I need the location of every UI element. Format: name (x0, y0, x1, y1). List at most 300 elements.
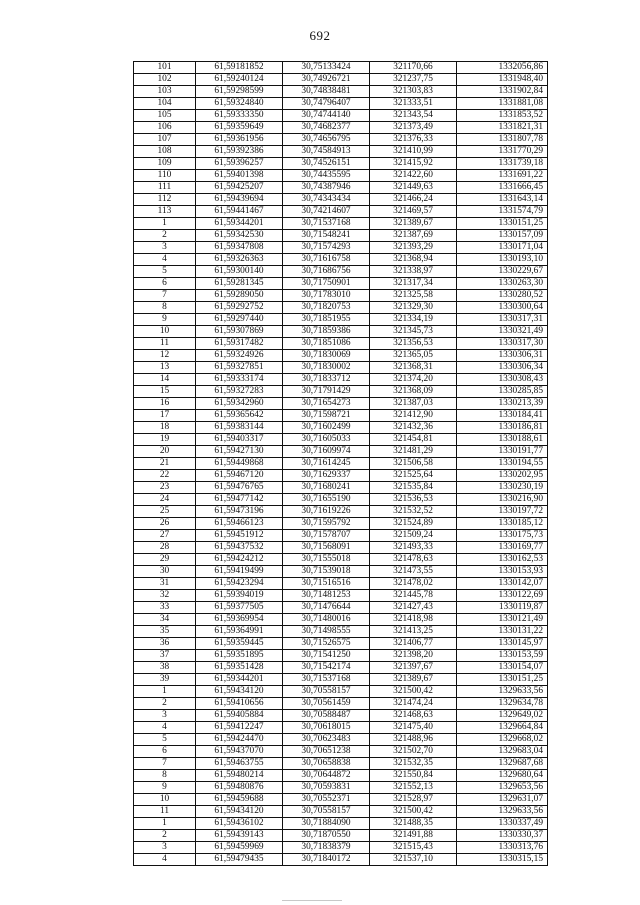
x-coordinate-cell: 321445,78 (370, 590, 457, 602)
y-coordinate-cell: 1331902,84 (457, 86, 548, 98)
longitude-cell: 30,70658838 (283, 758, 370, 770)
longitude-cell: 30,71654273 (283, 398, 370, 410)
longitude-cell: 30,71686756 (283, 266, 370, 278)
point-number-cell: 3 (134, 710, 196, 722)
x-coordinate-cell: 321478,63 (370, 554, 457, 566)
y-coordinate-cell: 1329633,56 (457, 806, 548, 818)
x-coordinate-cell: 321524,89 (370, 518, 457, 530)
latitude-cell: 61,59324926 (196, 350, 283, 362)
y-coordinate-cell: 1330119,87 (457, 602, 548, 614)
point-number-cell: 35 (134, 626, 196, 638)
point-number-cell: 29 (134, 554, 196, 566)
y-coordinate-cell: 1331821,31 (457, 122, 548, 134)
point-number-cell: 15 (134, 386, 196, 398)
y-coordinate-cell: 1330300,64 (457, 302, 548, 314)
coordinates-table (133, 61, 548, 866)
y-coordinate-cell: 1330280,52 (457, 290, 548, 302)
table-row (134, 386, 548, 398)
y-coordinate-cell: 1331807,78 (457, 134, 548, 146)
x-coordinate-cell: 321488,96 (370, 734, 457, 746)
longitude-cell: 30,70552371 (283, 794, 370, 806)
y-coordinate-cell: 1330263,30 (457, 278, 548, 290)
y-coordinate-cell: 1330317,30 (457, 338, 548, 350)
longitude-cell: 30,71830069 (283, 350, 370, 362)
x-coordinate-cell: 321528,97 (370, 794, 457, 806)
point-number-cell: 11 (134, 338, 196, 350)
y-coordinate-cell: 1330308,43 (457, 374, 548, 386)
x-coordinate-cell: 321454,81 (370, 434, 457, 446)
table-row (134, 326, 548, 338)
point-number-cell: 32 (134, 590, 196, 602)
latitude-cell: 61,59425207 (196, 182, 283, 194)
table-row (134, 338, 548, 350)
latitude-cell: 61,59351895 (196, 650, 283, 662)
latitude-cell: 61,59466123 (196, 518, 283, 530)
point-number-cell: 23 (134, 482, 196, 494)
y-coordinate-cell: 1330229,67 (457, 266, 548, 278)
latitude-cell: 61,59394019 (196, 590, 283, 602)
x-coordinate-cell: 321427,43 (370, 602, 457, 614)
longitude-cell: 30,71783010 (283, 290, 370, 302)
latitude-cell: 61,59434120 (196, 686, 283, 698)
point-number-cell: 108 (134, 146, 196, 158)
y-coordinate-cell: 1331881,08 (457, 98, 548, 110)
x-coordinate-cell: 321481,29 (370, 446, 457, 458)
table-row (134, 566, 548, 578)
longitude-cell: 30,71619226 (283, 506, 370, 518)
y-coordinate-cell: 1330171,04 (457, 242, 548, 254)
latitude-cell: 61,59427130 (196, 446, 283, 458)
table-row (134, 506, 548, 518)
x-coordinate-cell: 321376,33 (370, 134, 457, 146)
latitude-cell: 61,59369954 (196, 614, 283, 626)
y-coordinate-cell: 1330184,41 (457, 410, 548, 422)
longitude-cell: 30,71884090 (283, 818, 370, 830)
latitude-cell: 61,59476765 (196, 482, 283, 494)
table-row (134, 842, 548, 854)
latitude-cell: 61,59327851 (196, 362, 283, 374)
table-row (134, 302, 548, 314)
longitude-cell: 30,74387946 (283, 182, 370, 194)
longitude-cell: 30,70651238 (283, 746, 370, 758)
longitude-cell: 30,71548241 (283, 230, 370, 242)
x-coordinate-cell: 321478,02 (370, 578, 457, 590)
point-number-cell: 10 (134, 326, 196, 338)
point-number-cell: 112 (134, 194, 196, 206)
y-coordinate-cell: 1331739,18 (457, 158, 548, 170)
table-row (134, 734, 548, 746)
x-coordinate-cell: 321303,83 (370, 86, 457, 98)
latitude-cell: 61,59441467 (196, 206, 283, 218)
y-coordinate-cell: 1329653,56 (457, 782, 548, 794)
y-coordinate-cell: 1330169,77 (457, 542, 548, 554)
longitude-cell: 30,74838481 (283, 86, 370, 98)
point-number-cell: 25 (134, 506, 196, 518)
longitude-cell: 30,71830002 (283, 362, 370, 374)
latitude-cell: 61,59439694 (196, 194, 283, 206)
y-coordinate-cell: 1329668,02 (457, 734, 548, 746)
x-coordinate-cell: 321237,75 (370, 74, 457, 86)
latitude-cell: 61,59289050 (196, 290, 283, 302)
point-number-cell: 1 (134, 686, 196, 698)
x-coordinate-cell: 321422,60 (370, 170, 457, 182)
table-row (134, 746, 548, 758)
x-coordinate-cell: 321368,31 (370, 362, 457, 374)
latitude-cell: 61,59410656 (196, 698, 283, 710)
x-coordinate-cell: 321413,25 (370, 626, 457, 638)
point-number-cell: 20 (134, 446, 196, 458)
table-row (134, 266, 548, 278)
point-number-cell: 24 (134, 494, 196, 506)
point-number-cell: 4 (134, 722, 196, 734)
x-coordinate-cell: 321537,10 (370, 854, 457, 866)
point-number-cell: 30 (134, 566, 196, 578)
latitude-cell: 61,59459969 (196, 842, 283, 854)
latitude-cell: 61,59405884 (196, 710, 283, 722)
latitude-cell: 61,59403317 (196, 434, 283, 446)
longitude-cell: 30,71605033 (283, 434, 370, 446)
y-coordinate-cell: 1329634,78 (457, 698, 548, 710)
x-coordinate-cell: 321329,30 (370, 302, 457, 314)
point-number-cell: 111 (134, 182, 196, 194)
y-coordinate-cell: 1330153,93 (457, 566, 548, 578)
latitude-cell: 61,59351428 (196, 662, 283, 674)
latitude-cell: 61,59359445 (196, 638, 283, 650)
latitude-cell: 61,59342530 (196, 230, 283, 242)
point-number-cell: 38 (134, 662, 196, 674)
latitude-cell: 61,59437070 (196, 746, 283, 758)
point-number-cell: 7 (134, 758, 196, 770)
y-coordinate-cell: 1330162,53 (457, 554, 548, 566)
longitude-cell: 30,71555018 (283, 554, 370, 566)
table-row (134, 410, 548, 422)
latitude-cell: 61,59327283 (196, 386, 283, 398)
x-coordinate-cell: 321552,13 (370, 782, 457, 794)
table-row (134, 254, 548, 266)
x-coordinate-cell: 321509,24 (370, 530, 457, 542)
x-coordinate-cell: 321338,97 (370, 266, 457, 278)
point-number-cell: 106 (134, 122, 196, 134)
longitude-cell: 30,71791429 (283, 386, 370, 398)
longitude-cell: 30,71870550 (283, 830, 370, 842)
longitude-cell: 30,71541250 (283, 650, 370, 662)
y-coordinate-cell: 1330157,09 (457, 230, 548, 242)
point-number-cell: 19 (134, 434, 196, 446)
longitude-cell: 30,71851955 (283, 314, 370, 326)
point-number-cell: 107 (134, 134, 196, 146)
longitude-cell: 30,71481253 (283, 590, 370, 602)
point-number-cell: 8 (134, 302, 196, 314)
point-number-cell: 109 (134, 158, 196, 170)
table-row (134, 146, 548, 158)
x-coordinate-cell: 321532,35 (370, 758, 457, 770)
latitude-cell: 61,59436102 (196, 818, 283, 830)
latitude-cell: 61,59324840 (196, 98, 283, 110)
longitude-cell: 30,70623483 (283, 734, 370, 746)
x-coordinate-cell: 321389,67 (370, 674, 457, 686)
longitude-cell: 30,71840172 (283, 854, 370, 866)
table-row (134, 482, 548, 494)
x-coordinate-cell: 321334,19 (370, 314, 457, 326)
y-coordinate-cell: 1330145,97 (457, 638, 548, 650)
x-coordinate-cell: 321500,42 (370, 686, 457, 698)
y-coordinate-cell: 1329680,64 (457, 770, 548, 782)
latitude-cell: 61,59479435 (196, 854, 283, 866)
latitude-cell: 61,59451912 (196, 530, 283, 542)
longitude-cell: 30,70593831 (283, 782, 370, 794)
y-coordinate-cell: 1331666,45 (457, 182, 548, 194)
point-number-cell: 10 (134, 794, 196, 806)
table-row (134, 758, 548, 770)
y-coordinate-cell: 1329631,07 (457, 794, 548, 806)
table-row (134, 686, 548, 698)
latitude-cell: 61,59473196 (196, 506, 283, 518)
longitude-cell: 30,71616758 (283, 254, 370, 266)
x-coordinate-cell: 321466,24 (370, 194, 457, 206)
latitude-cell: 61,59412247 (196, 722, 283, 734)
y-coordinate-cell: 1330151,25 (457, 674, 548, 686)
longitude-cell: 30,71680241 (283, 482, 370, 494)
longitude-cell: 30,71539018 (283, 566, 370, 578)
x-coordinate-cell: 321473,55 (370, 566, 457, 578)
point-number-cell: 113 (134, 206, 196, 218)
point-number-cell: 27 (134, 530, 196, 542)
longitude-cell: 30,71614245 (283, 458, 370, 470)
x-coordinate-cell: 321491,88 (370, 830, 457, 842)
x-coordinate-cell: 321333,51 (370, 98, 457, 110)
y-coordinate-cell: 1330197,72 (457, 506, 548, 518)
x-coordinate-cell: 321397,67 (370, 662, 457, 674)
longitude-cell: 30,71526575 (283, 638, 370, 650)
table-row (134, 770, 548, 782)
y-coordinate-cell: 1330142,07 (457, 578, 548, 590)
y-coordinate-cell: 1330330,37 (457, 830, 548, 842)
point-number-cell: 2 (134, 230, 196, 242)
x-coordinate-cell: 321412,90 (370, 410, 457, 422)
longitude-cell: 30,71859386 (283, 326, 370, 338)
table-row (134, 278, 548, 290)
y-coordinate-cell: 1330175,73 (457, 530, 548, 542)
table-row (134, 650, 548, 662)
longitude-cell: 30,74926721 (283, 74, 370, 86)
latitude-cell: 61,59434120 (196, 806, 283, 818)
table-row (134, 674, 548, 686)
table-row (134, 722, 548, 734)
longitude-cell: 30,70618015 (283, 722, 370, 734)
y-coordinate-cell: 1330317,31 (457, 314, 548, 326)
longitude-cell: 30,71838379 (283, 842, 370, 854)
point-number-cell: 12 (134, 350, 196, 362)
y-coordinate-cell: 1331770,29 (457, 146, 548, 158)
x-coordinate-cell: 321506,58 (370, 458, 457, 470)
table-row (134, 470, 548, 482)
x-coordinate-cell: 321469,57 (370, 206, 457, 218)
latitude-cell: 61,59292752 (196, 302, 283, 314)
table-row (134, 662, 548, 674)
y-coordinate-cell: 1330121,49 (457, 614, 548, 626)
x-coordinate-cell: 321449,63 (370, 182, 457, 194)
point-number-cell: 6 (134, 278, 196, 290)
latitude-cell: 61,59297440 (196, 314, 283, 326)
table-row (134, 446, 548, 458)
y-coordinate-cell: 1331574,79 (457, 206, 548, 218)
table-row (134, 74, 548, 86)
latitude-cell: 61,59459688 (196, 794, 283, 806)
longitude-cell: 30,71820753 (283, 302, 370, 314)
point-number-cell: 101 (134, 62, 196, 74)
point-number-cell: 5 (134, 266, 196, 278)
table-row (134, 530, 548, 542)
table-row (134, 602, 548, 614)
table-row (134, 110, 548, 122)
y-coordinate-cell: 1330185,12 (457, 518, 548, 530)
longitude-cell: 30,70561459 (283, 698, 370, 710)
point-number-cell: 1 (134, 818, 196, 830)
table-row (134, 434, 548, 446)
latitude-cell: 61,59424470 (196, 734, 283, 746)
longitude-cell: 30,74214607 (283, 206, 370, 218)
point-number-cell: 110 (134, 170, 196, 182)
x-coordinate-cell: 321500,42 (370, 806, 457, 818)
point-number-cell: 26 (134, 518, 196, 530)
latitude-cell: 61,59364991 (196, 626, 283, 638)
y-coordinate-cell: 1330153,59 (457, 650, 548, 662)
longitude-cell: 30,74744140 (283, 110, 370, 122)
table-row (134, 62, 548, 74)
y-coordinate-cell: 1330306,34 (457, 362, 548, 374)
x-coordinate-cell: 321325,58 (370, 290, 457, 302)
table-row (134, 806, 548, 818)
point-number-cell: 105 (134, 110, 196, 122)
y-coordinate-cell: 1331853,52 (457, 110, 548, 122)
latitude-cell: 61,59463755 (196, 758, 283, 770)
longitude-cell: 30,74796407 (283, 98, 370, 110)
table-row (134, 782, 548, 794)
longitude-cell: 30,71629337 (283, 470, 370, 482)
table-row (134, 422, 548, 434)
table-row (134, 182, 548, 194)
latitude-cell: 61,59298599 (196, 86, 283, 98)
table-row (134, 614, 548, 626)
x-coordinate-cell: 321535,84 (370, 482, 457, 494)
latitude-cell: 61,59392386 (196, 146, 283, 158)
table-row (134, 98, 548, 110)
point-number-cell: 34 (134, 614, 196, 626)
point-number-cell: 5 (134, 734, 196, 746)
y-coordinate-cell: 1330151,25 (457, 218, 548, 230)
table-row (134, 86, 548, 98)
y-coordinate-cell: 1330213,39 (457, 398, 548, 410)
y-coordinate-cell: 1330202,95 (457, 470, 548, 482)
longitude-cell: 30,71537168 (283, 218, 370, 230)
longitude-cell: 30,75133424 (283, 62, 370, 74)
point-number-cell: 7 (134, 290, 196, 302)
x-coordinate-cell: 321356,53 (370, 338, 457, 350)
y-coordinate-cell: 1330193,10 (457, 254, 548, 266)
x-coordinate-cell: 321317,34 (370, 278, 457, 290)
longitude-cell: 30,71537168 (283, 674, 370, 686)
y-coordinate-cell: 1330191,77 (457, 446, 548, 458)
y-coordinate-cell: 1330313,76 (457, 842, 548, 854)
table-row (134, 134, 548, 146)
longitude-cell: 30,71750901 (283, 278, 370, 290)
y-coordinate-cell: 1331948,40 (457, 74, 548, 86)
x-coordinate-cell: 321525,64 (370, 470, 457, 482)
longitude-cell: 30,74656795 (283, 134, 370, 146)
table-row (134, 314, 548, 326)
latitude-cell: 61,59419499 (196, 566, 283, 578)
y-coordinate-cell: 1329683,04 (457, 746, 548, 758)
y-coordinate-cell: 1330194,55 (457, 458, 548, 470)
y-coordinate-cell: 1330306,31 (457, 350, 548, 362)
latitude-cell: 61,59326363 (196, 254, 283, 266)
y-coordinate-cell: 1329649,02 (457, 710, 548, 722)
longitude-cell: 30,70644872 (283, 770, 370, 782)
table-row (134, 518, 548, 530)
x-coordinate-cell: 321536,53 (370, 494, 457, 506)
x-coordinate-cell: 321532,52 (370, 506, 457, 518)
y-coordinate-cell: 1331643,14 (457, 194, 548, 206)
point-number-cell: 2 (134, 830, 196, 842)
y-coordinate-cell: 1330131,22 (457, 626, 548, 638)
table-row (134, 194, 548, 206)
table-row (134, 158, 548, 170)
latitude-cell: 61,59300140 (196, 266, 283, 278)
longitude-cell: 30,71568091 (283, 542, 370, 554)
point-number-cell: 2 (134, 698, 196, 710)
table-row (134, 710, 548, 722)
latitude-cell: 61,59333350 (196, 110, 283, 122)
point-number-cell: 3 (134, 242, 196, 254)
y-coordinate-cell: 1330154,07 (457, 662, 548, 674)
y-coordinate-cell: 1329633,56 (457, 686, 548, 698)
page-number: 692 (309, 28, 331, 43)
latitude-cell: 61,59359649 (196, 122, 283, 134)
x-coordinate-cell: 321389,67 (370, 218, 457, 230)
point-number-cell: 22 (134, 470, 196, 482)
table-row (134, 290, 548, 302)
latitude-cell: 61,59396257 (196, 158, 283, 170)
point-number-cell: 14 (134, 374, 196, 386)
table-row (134, 170, 548, 182)
latitude-cell: 61,59480876 (196, 782, 283, 794)
latitude-cell: 61,59477142 (196, 494, 283, 506)
y-coordinate-cell: 1332056,86 (457, 62, 548, 74)
point-number-cell: 36 (134, 638, 196, 650)
table-row (134, 230, 548, 242)
longitude-cell: 30,71598721 (283, 410, 370, 422)
longitude-cell: 30,71602499 (283, 422, 370, 434)
table-row (134, 542, 548, 554)
point-number-cell: 9 (134, 782, 196, 794)
point-number-cell: 28 (134, 542, 196, 554)
table-row (134, 218, 548, 230)
table-row (134, 458, 548, 470)
latitude-cell: 61,59365642 (196, 410, 283, 422)
x-coordinate-cell: 321345,73 (370, 326, 457, 338)
latitude-cell: 61,59424212 (196, 554, 283, 566)
table-row (134, 398, 548, 410)
point-number-cell: 6 (134, 746, 196, 758)
longitude-cell: 30,71851086 (283, 338, 370, 350)
y-coordinate-cell: 1330122,69 (457, 590, 548, 602)
x-coordinate-cell: 321374,20 (370, 374, 457, 386)
table-row (134, 122, 548, 134)
y-coordinate-cell: 1330315,15 (457, 854, 548, 866)
latitude-cell: 61,59181852 (196, 62, 283, 74)
x-coordinate-cell: 321387,69 (370, 230, 457, 242)
x-coordinate-cell: 321418,98 (370, 614, 457, 626)
